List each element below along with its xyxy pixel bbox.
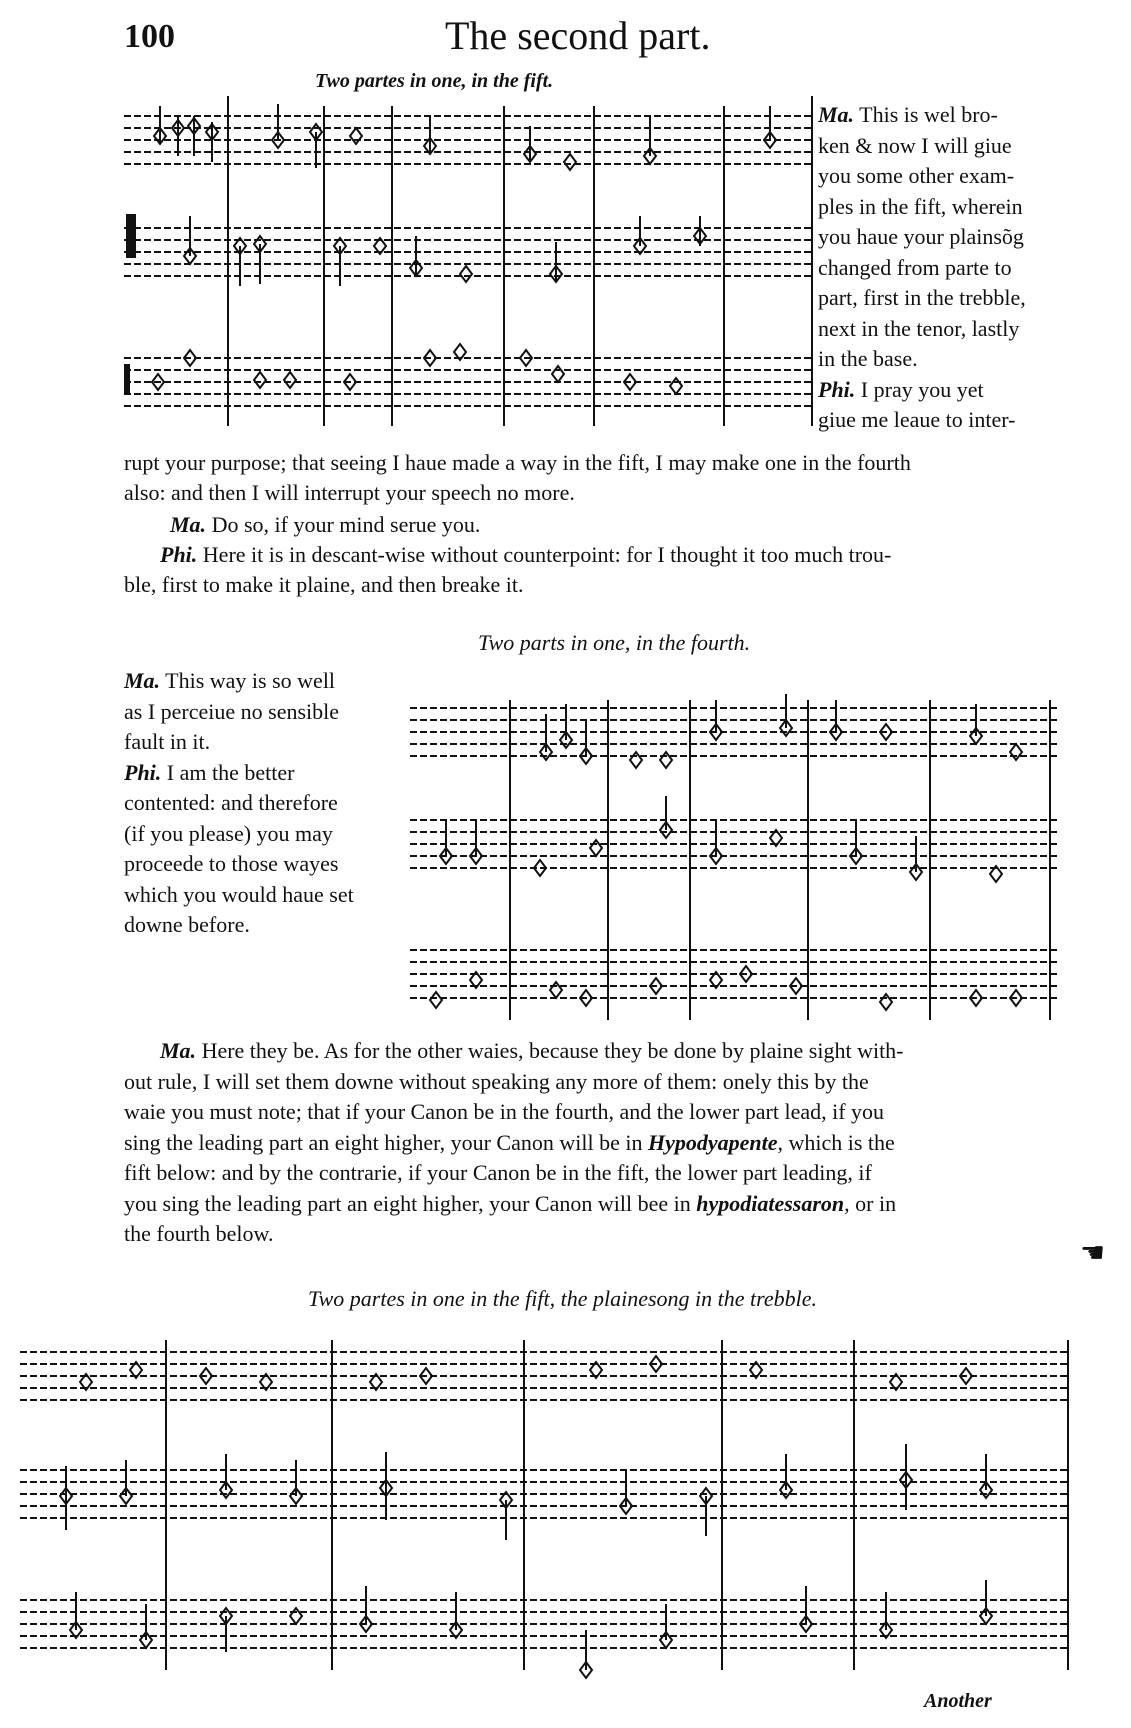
- example-3-caption: Two partes in one in the fift, the plainesong in the trebble.: [308, 1286, 818, 1311]
- side-text-line: Phi. I pray you yet: [818, 376, 984, 402]
- side-text-line: next in the tenor, lastly: [818, 315, 1020, 341]
- paragraph-4-line: you sing the leading part an eight higher, your Canon will bee in hypodiatessaron, or in: [124, 1190, 897, 1216]
- paragraph-1-line-2: also: and then I will interrupt your speech no more.: [124, 480, 575, 505]
- example-3-score: [20, 1330, 1080, 1680]
- paragraph-3-line-2: ble, first to make it plaine, and then breake it.: [124, 572, 524, 597]
- side-text-line: ples in the fift, wherein: [818, 193, 1023, 219]
- page-number: 100: [124, 18, 175, 55]
- paragraph-2: Ma. Do so, if your mind serue you.: [170, 512, 481, 537]
- side-text-line: Phi. I am the better: [124, 759, 295, 785]
- side-text-line: part, first in the trebble,: [818, 285, 1026, 310]
- side-text-line: Ma. This is wel bro-: [818, 102, 998, 127]
- paragraph-4-line: the fourth below.: [124, 1221, 274, 1246]
- side-text-line: contented: and therefore: [124, 790, 338, 815]
- paragraph-4-line: fift below: and by the contrarie, if your Canon be in the fift, the lower part leading, if: [124, 1160, 872, 1185]
- side-text-line: proceede to those wayes: [124, 851, 339, 876]
- paragraph-4: [124, 1036, 1068, 1250]
- paragraph-4-line: out rule, I will set them downe without speaking any more of them: onely this by the: [124, 1068, 869, 1094]
- side-text-line: ken & now I will giue: [818, 132, 1012, 158]
- side-text-line: fault in it.: [124, 729, 211, 754]
- side-text-line: which you would haue set: [124, 881, 354, 907]
- paragraph-4-line: Ma. Here they be. As for the other waies, because they be done by plaine sight with-: [160, 1038, 904, 1063]
- side-text-line: (if you please) you may: [124, 820, 333, 846]
- example-1-score: [124, 96, 814, 436]
- example-2-caption: Two parts in one, in the fourth.: [478, 630, 751, 655]
- side-text-line: Ma. This way is so well: [124, 668, 336, 693]
- pointing-hand-icon: ☚: [1080, 1238, 1106, 1269]
- side-text-line: in the base.: [818, 346, 918, 371]
- side-text-line: you some other exam-: [818, 163, 1015, 188]
- example-1-side-text: [818, 100, 1126, 436]
- running-title: The second part.: [445, 13, 711, 58]
- side-text-line: as I perceiue no sensible: [124, 698, 340, 724]
- example-2-score: [410, 680, 1070, 1030]
- paragraph-4-line: waie you must note; that if your Canon be in the fourth, and the lower part lead, if you: [124, 1099, 885, 1124]
- paragraph-4-line: sing the leading part an eight higher, your Canon will be in Hypodyapente, which is the: [124, 1129, 895, 1155]
- paragraph-1-line-1: rupt your purpose; that seeing I haue made a way in the fift, I may make one in the fourth: [124, 450, 911, 475]
- side-text-line: giue me leaue to inter-: [818, 407, 1016, 432]
- side-text-line: you haue your plainsõg: [818, 224, 1024, 249]
- example-2-side-text: [124, 666, 414, 941]
- side-text-line: downe before.: [124, 912, 250, 937]
- catchword: Another: [924, 1690, 992, 1712]
- example-1-caption: Two partes in one, in the fift.: [315, 70, 554, 92]
- side-text-line: changed from parte to: [818, 254, 1012, 280]
- paragraph-3-line-1: Phi. Here it is in descant-wise without counterpoint: for I thought it too much trou-: [160, 542, 892, 567]
